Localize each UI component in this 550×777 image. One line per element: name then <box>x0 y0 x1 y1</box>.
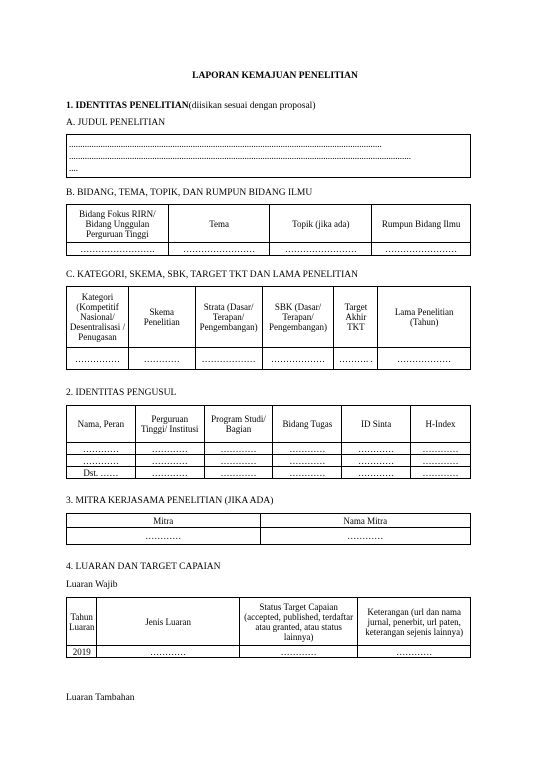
judul-cell <box>67 135 471 178</box>
luaran-heading: 4. LUARAN DAN TARGET CAPAIAN <box>66 562 221 572</box>
kategori-cell: ……………… <box>195 348 262 370</box>
pengusul-cell: Dst. …… <box>67 467 136 479</box>
bidang-header-tema: Tema <box>168 205 270 243</box>
judul-table <box>66 134 471 178</box>
luaran-tambahan-label: Luaran Tambahan <box>66 693 135 703</box>
bidang-header-fokus: Bidang Fokus RIRN/ Bidang Unggulan Perguruan Tinggi <box>67 205 169 243</box>
pengusul-cell: ………… <box>411 467 471 479</box>
pengusul-table <box>66 405 471 479</box>
pengusul-cell: ………… <box>204 455 273 467</box>
pengusul-cell: ………… <box>273 467 342 479</box>
kategori-cell: ……………… <box>262 348 334 370</box>
bidang-header-rumpun: Rumpun Bidang Ilmu <box>372 205 471 243</box>
pengusul-cell: ………… <box>411 455 471 467</box>
pengusul-header-nama: Nama, Peran <box>67 406 136 443</box>
bidang-table <box>66 204 471 256</box>
luaran-header-keterangan: Keterangan (url dan nama jurnal, penerbit, url paten, keterangan sejenis lainnya) <box>358 598 471 646</box>
luaran-header-tahun: Tahun Luaran <box>67 598 97 646</box>
pengusul-cell: ………… <box>204 467 273 479</box>
judul-line: ........................................................................................................................................... <box>69 139 382 149</box>
pengusul-cell: ………… <box>135 455 204 467</box>
kategori-heading: C. KATEGORI, SKEMA, SBK, TARGET TKT DAN LAMA PENELITIAN <box>66 270 358 280</box>
judul-heading: A. JUDUL PENELITIAN <box>66 118 166 128</box>
luaran-header-status: Status Target Capaian (accepted, published, terdaftar atau granted, atau status lainnya) <box>239 598 358 646</box>
mitra-cell: ………… <box>67 528 261 545</box>
luaran-cell-tahun: 2019 <box>67 646 97 658</box>
mitra-heading: 3. MITRA KERJASAMA PENELITIAN (JIKA ADA) <box>66 496 274 506</box>
pengusul-cell: ………… <box>342 443 411 455</box>
kategori-cell: ………. . <box>334 348 378 370</box>
judul-line: ........................................................................................................................................................ <box>69 151 411 161</box>
pengusul-cell: ………… <box>273 455 342 467</box>
luaran-cell: ………… <box>239 646 358 658</box>
table-row <box>67 443 471 455</box>
pengusul-cell: ………… <box>273 443 342 455</box>
bidang-heading: B. BIDANG, TEMA, TOPIK, DAN RUMPUN BIDANG ILMU <box>66 188 313 198</box>
pengusul-cell: ………… <box>204 443 273 455</box>
document-title: LAPORAN KEMAJUAN PENELITIAN <box>192 71 358 81</box>
mitra-header-nama: Nama Mitra <box>260 514 470 528</box>
bidang-header-topik: Topik (jika ada) <box>270 205 372 243</box>
pengusul-cell: ………… <box>67 455 136 467</box>
kategori-header-lama: Lama Penelitian (Tahun) <box>378 287 471 348</box>
pengusul-header-tugas: Bidang Tugas <box>273 406 342 443</box>
kategori-header-skema: Skema Penelitian <box>128 287 195 348</box>
pengusul-cell: ………… <box>67 443 136 455</box>
kategori-header-sbk: SBK (Dasar/ Terapan/ Pengembangan) <box>262 287 334 348</box>
pengusul-header-prodi: Program Studi/ Bagian <box>204 406 273 443</box>
kategori-header-tkt: Target Akhir TKT <box>334 287 378 348</box>
table-row <box>67 467 471 479</box>
pengusul-header-sinta: ID Sinta <box>342 406 411 443</box>
pengusul-cell: ………… <box>135 443 204 455</box>
bidang-cell: ……………………. <box>67 243 169 256</box>
luaran-table <box>66 597 471 658</box>
kategori-cell: ………… <box>128 348 195 370</box>
bidang-cell: …………………… <box>270 243 372 256</box>
pengusul-cell: ………… <box>411 443 471 455</box>
luaran-cell: ………… <box>358 646 471 658</box>
luaran-header-jenis: Jenis Luaran <box>97 598 239 646</box>
pengusul-cell: ………… <box>135 467 204 479</box>
kategori-table <box>66 286 471 370</box>
luaran-cell: ………… <box>97 646 239 658</box>
kategori-header-strata: Strata (Dasar/ Terapan/ Pengembangan) <box>195 287 262 348</box>
pengusul-cell: ………… <box>342 467 411 479</box>
pengusul-header-pt: Perguruan Tinggi/ Institusi <box>135 406 204 443</box>
kategori-cell: …………… <box>67 348 129 370</box>
pengusul-cell: ………… <box>342 455 411 467</box>
mitra-cell: ………… <box>260 528 470 545</box>
pengusul-header-hindex: H-Index <box>411 406 471 443</box>
mitra-header-mitra: Mitra <box>67 514 261 528</box>
bidang-cell: …………………… <box>372 243 471 256</box>
mitra-table <box>66 513 471 545</box>
section-1-heading-bold: 1. IDENTITAS PENELITIAN <box>66 101 189 111</box>
pengusul-heading: 2. IDENTITAS PENGUSUL <box>66 388 177 398</box>
luaran-wajib-label: Luaran Wajib <box>66 580 118 590</box>
bidang-cell: …………………… <box>168 243 270 256</box>
section-1-heading <box>66 101 315 112</box>
table-row <box>67 455 471 467</box>
kategori-header-kategori: Kategori (Kompetitif Nasional/ Desentralisasi / Penugasan <box>67 287 129 348</box>
section-1-heading-note: (diisikan sesuai dengan proposal) <box>188 101 316 111</box>
kategori-cell: ……………… <box>378 348 471 370</box>
judul-line: .... <box>69 163 78 173</box>
